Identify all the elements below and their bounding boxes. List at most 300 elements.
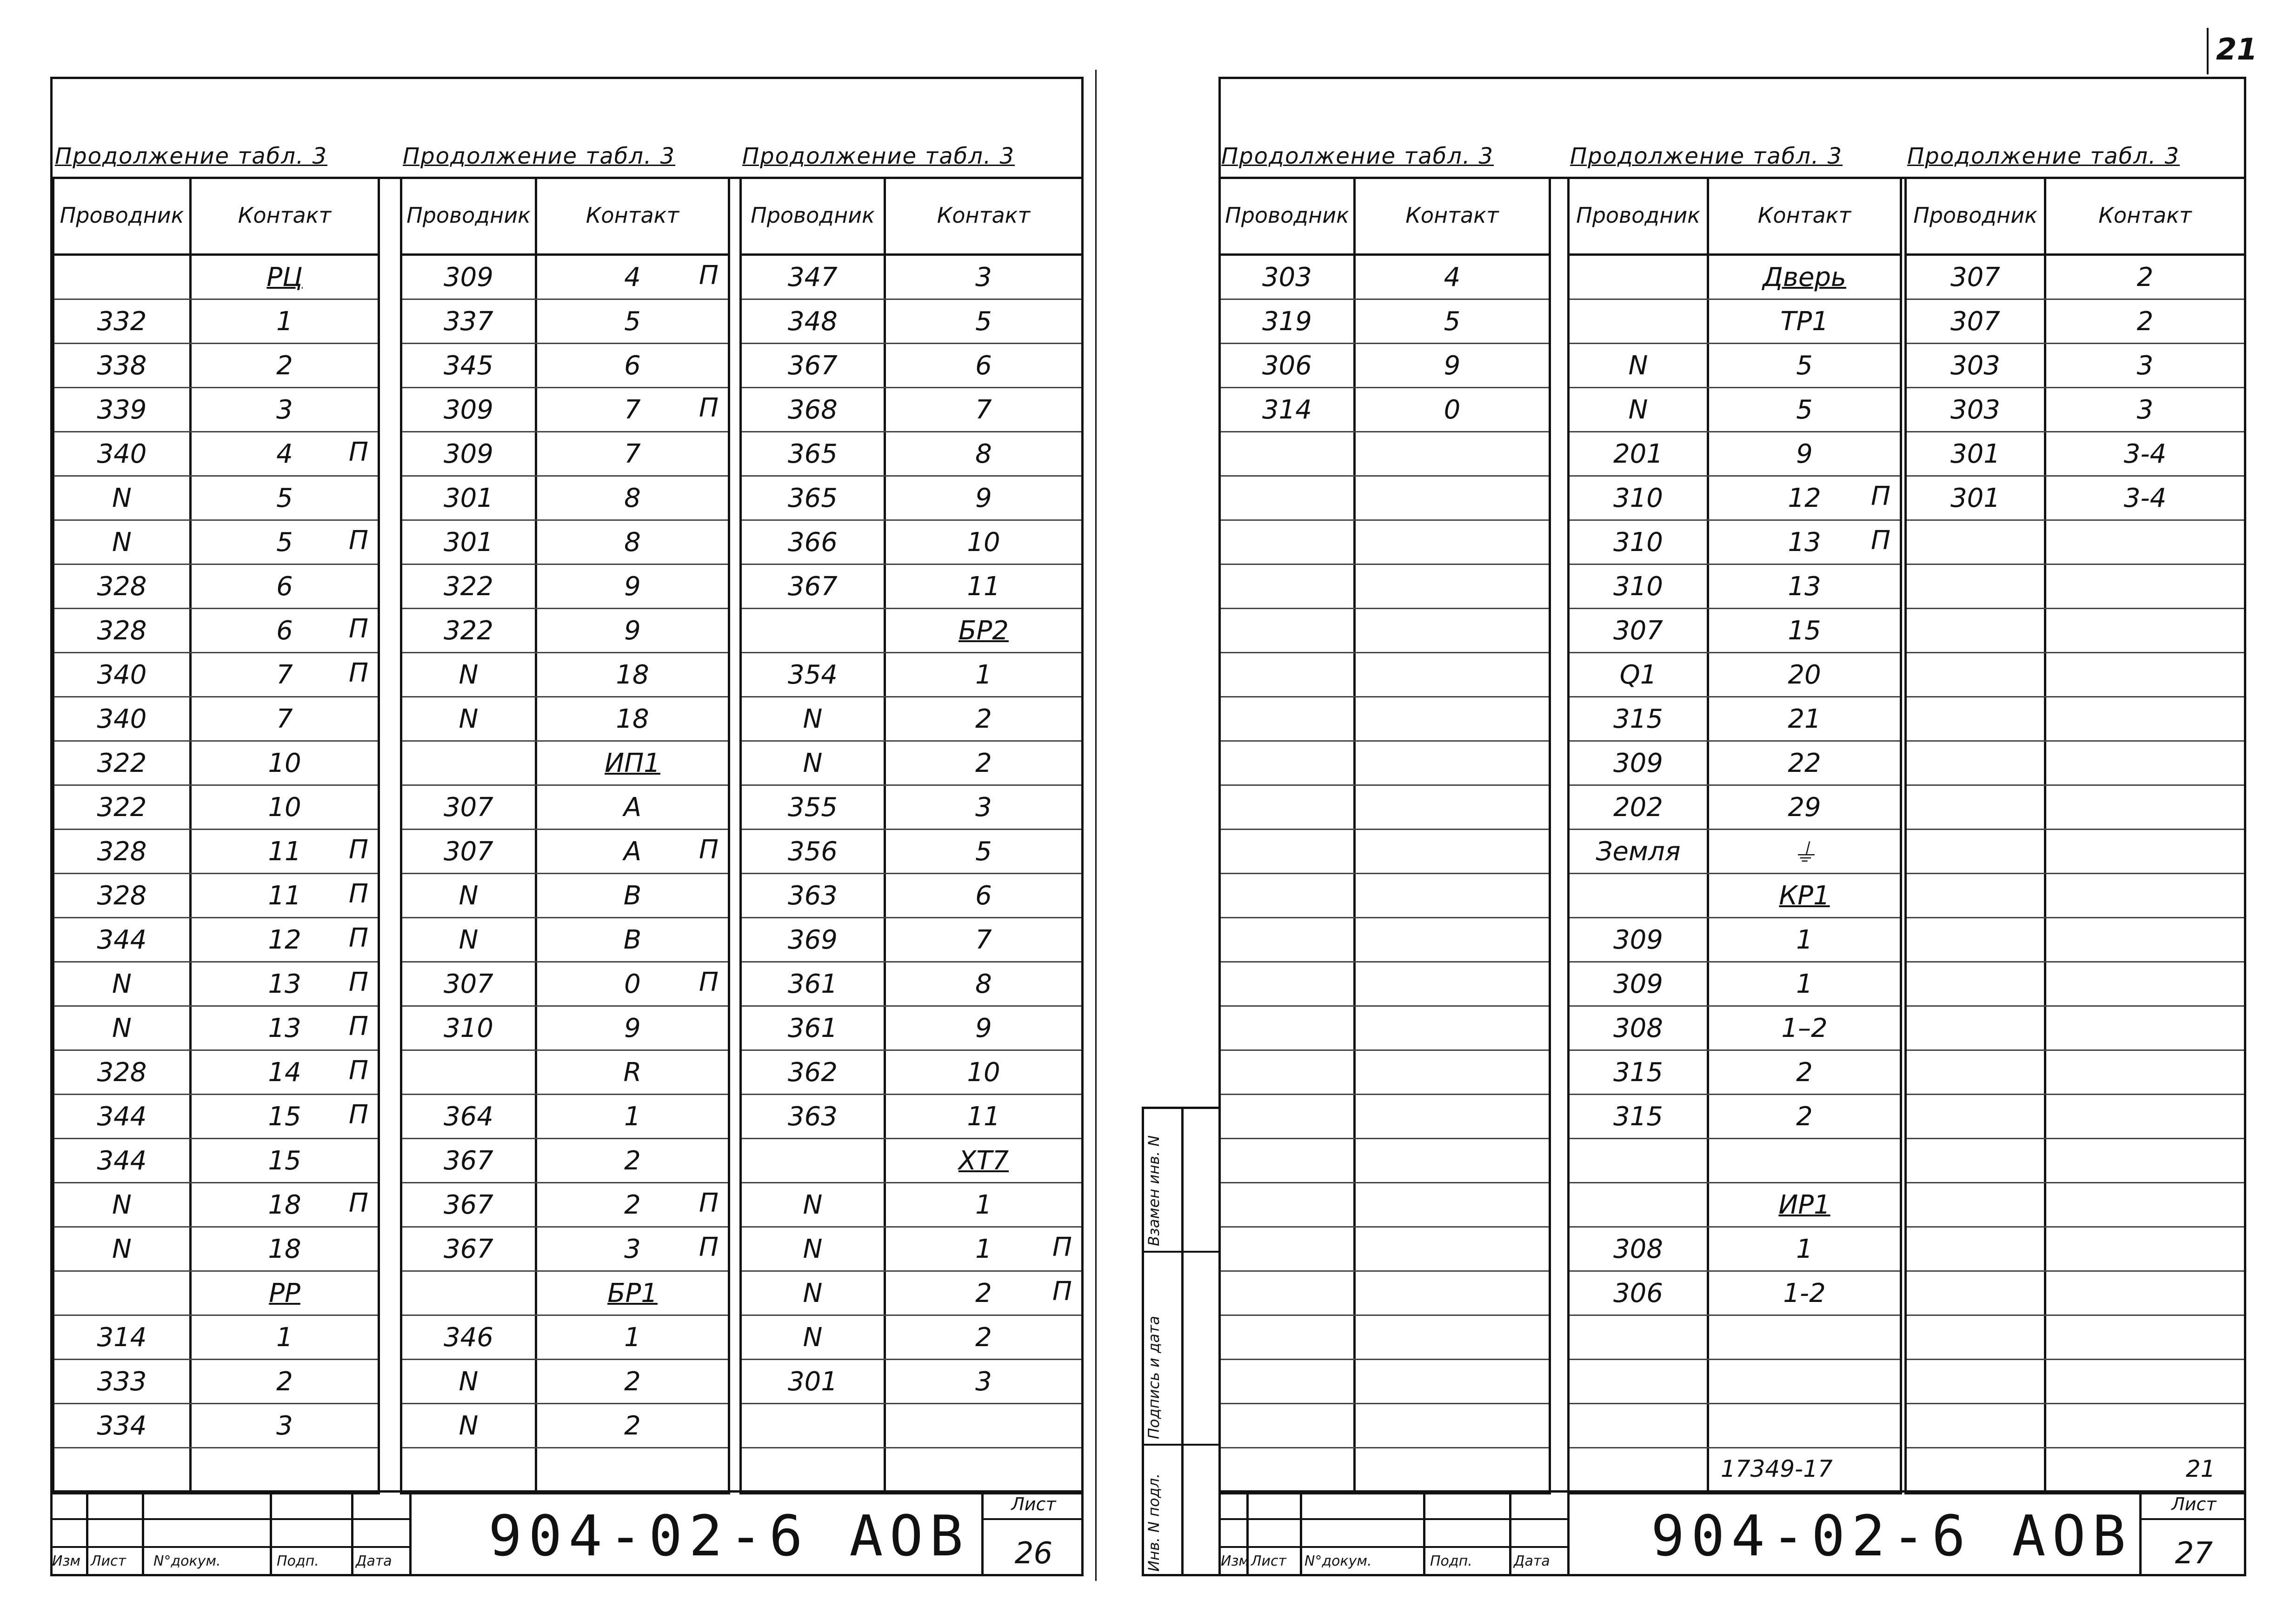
contact-cell [1356,1404,1549,1447]
conductor-cell: 366 [742,521,886,564]
contact-text: 10 [967,1057,1000,1088]
contact-cell [2046,1183,2244,1226]
conductor-cell [1221,1007,1356,1049]
table-row [54,742,378,786]
table-row [1221,1051,1549,1095]
contact-cell [886,432,1081,475]
header-contact: Контакт [586,202,679,228]
table-row [1221,1404,1549,1448]
conductor-cell [1570,300,1709,343]
contact-text: 6 [975,350,992,381]
conductor-cell [1221,1316,1356,1359]
conductor-cell [1907,1051,2046,1094]
contact-cell [192,742,378,784]
contact-text: 3 [2136,394,2154,425]
contact-cell [192,300,378,343]
contact-text: 11 [268,880,301,911]
contact-cell [537,565,728,608]
conductor-cell [1221,1448,1356,1491]
conductor-cell: 310 [1570,477,1709,519]
contact-text: 2 [624,1410,641,1441]
contact-text: 15 [268,1101,301,1132]
table-row [1221,1272,1549,1316]
sheet-number-box [981,1490,1084,1576]
contact-cell [886,1183,1081,1226]
table-row [1570,1007,1900,1051]
contact-cell [537,786,728,829]
table-row [1221,1360,1549,1404]
contact-text: B [623,880,642,911]
contact-cell [1709,565,1900,608]
contact-text: 5 [624,306,641,337]
contact-cell [2046,432,2244,475]
contact-text: 2 [1796,1057,1813,1088]
contact-cell [1356,477,1549,519]
contact-text: 3 [975,262,992,292]
table-row [742,1183,1081,1228]
conductor-cell [1221,786,1356,829]
table-row [1221,786,1549,830]
conductor-cell [1907,1404,2046,1447]
table-row [1570,786,1900,830]
section-row [742,1139,1081,1183]
conductor-cell: 303 [1907,344,2046,387]
section-row [1570,1183,1900,1228]
contact-text: 29 [1788,792,1821,823]
table-row [1570,918,1900,963]
conductor-cell [1221,830,1356,873]
table-header [402,177,728,256]
contact-text: 15 [1788,615,1821,646]
conductor-cell: 319 [1221,300,1356,343]
contact-cell [537,1448,728,1491]
table-row [1907,1051,2244,1095]
conductor-cell: 309 [402,432,537,475]
section-label [1709,1183,1900,1226]
jumper-flag: П [699,835,719,865]
contact-text: КР1 [1779,880,1830,911]
contact-cell [1356,432,1549,475]
contact-cell [2046,786,2244,829]
conductor-cell: N [402,1404,537,1447]
conductor-cell [1221,1228,1356,1270]
section-row [1570,256,1900,300]
table-row [1907,1360,2244,1404]
contact-cell [2046,1095,2244,1138]
contact-cell [1356,1007,1549,1049]
contact-cell [2046,697,2244,740]
jumper-flag: П [348,879,368,909]
conductor-cell: 322 [54,742,192,784]
contact-text: 10 [967,527,1000,558]
conductor-cell [1907,918,2046,961]
stamp-row-line [50,1518,409,1520]
contact-cell [1709,300,1900,343]
table-row [1221,1228,1549,1272]
contact-cell [2046,918,2244,961]
table-row [742,1007,1081,1051]
conductor-cell: 328 [54,565,192,608]
contact-cell [886,477,1081,519]
stamp-label: N°докум. [1304,1553,1372,1569]
contact-cell [1356,918,1549,961]
contact-text: 4 [1444,262,1461,292]
conductor-cell [54,1272,192,1315]
table-header [1570,177,1900,256]
side-strip-line [1142,1251,1221,1253]
table-caption: Продолжение табл. 3 [1570,143,1843,169]
contact-text: 7 [975,394,992,425]
conductor-cell: 346 [402,1316,537,1359]
table-row [742,1360,1081,1404]
contact-cell [1709,1360,1900,1403]
table-row [742,1316,1081,1360]
section-label [192,256,378,299]
conductor-cell [1221,963,1356,1005]
table-row [742,830,1081,874]
conductor-cell: 301 [1907,432,2046,475]
contact-text: 0 [624,969,641,999]
contact-cell [1709,653,1900,696]
contact-cell [192,697,378,740]
header-conductor: Проводник [1907,177,2046,253]
contact-cell [886,1051,1081,1094]
table-row [1907,388,2244,432]
table-row [1570,432,1900,477]
contact-text: 15 [268,1145,301,1176]
stamp-label: Дата [1514,1553,1550,1569]
contact-cell [1709,344,1900,387]
table-row [54,697,378,742]
conductor-cell [1570,1183,1709,1226]
jumper-flag: П [348,1056,368,1086]
contact-cell [2046,1051,2244,1094]
conductor-cell: 367 [742,344,886,387]
contact-cell [1356,1360,1549,1403]
stamp-col-line [1300,1490,1302,1576]
conductor-cell: 348 [742,300,886,343]
jumper-flag: П [699,1232,719,1262]
contact-cell [1356,388,1549,431]
section-row [54,256,378,300]
table-row [742,918,1081,963]
contact-cell [1356,1316,1549,1359]
jumper-flag: П [1870,481,1890,511]
table-row [1570,1095,1900,1139]
table-row [1907,1183,2244,1228]
stamp-row-line [50,1546,409,1548]
contact-cell [1709,830,1900,873]
table-row [742,653,1081,697]
conductor-cell: 315 [1570,1095,1709,1138]
table-row [1907,1316,2244,1360]
contact-text: 2 [276,350,293,381]
conductor-cell: 308 [1570,1007,1709,1049]
contact-text: 3-4 [2123,438,2167,469]
conductor-cell: 314 [54,1316,192,1359]
conductor-cell: 308 [1570,1228,1709,1270]
section-label [1709,874,1900,917]
title-block-divider [1567,1490,1570,1576]
table-caption: Продолжение табл. 3 [742,143,1015,169]
contact-text: 18 [268,1234,301,1264]
table-row [1907,1007,2244,1051]
conductor-cell [1221,874,1356,917]
contact-text: ИР1 [1778,1189,1830,1220]
conductor-cell: 344 [54,1095,192,1138]
contact-text: 2 [624,1189,641,1220]
conductor-cell: 306 [1221,344,1356,387]
jumper-flag: П [699,393,719,423]
contact-cell [537,521,728,564]
wire-table [1904,177,2246,1494]
conductor-cell: N [54,1183,192,1226]
conductor-cell: 367 [402,1139,537,1182]
contact-cell [192,1139,378,1182]
conductor-cell: N [742,1316,886,1359]
conductor-cell: 367 [402,1228,537,1270]
contact-text: 11 [967,1101,1000,1132]
contact-text: 3 [276,394,293,425]
contact-cell [1356,786,1549,829]
table-row [742,786,1081,830]
conductor-cell [1907,1007,2046,1049]
conductor-cell: N [742,742,886,784]
conductor-cell [1221,1183,1356,1226]
conductor-cell [1907,963,2046,1005]
table-row [1907,653,2244,697]
conductor-cell: N [1570,344,1709,387]
wire-table [400,177,730,1494]
conductor-cell [1221,1051,1356,1094]
table-row [1907,256,2244,300]
conductor-cell: 340 [54,697,192,740]
table-row [742,256,1081,300]
contact-cell [1709,742,1900,784]
contact-cell [1356,565,1549,608]
conductor-cell: 307 [1570,609,1709,652]
table-row [742,565,1081,609]
conductor-cell: 334 [54,1404,192,1447]
conductor-cell [1907,1228,2046,1270]
conductor-cell: 202 [1570,786,1709,829]
contact-cell [886,521,1081,564]
contact-cell [537,874,728,917]
conductor-cell: 307 [402,963,537,1005]
table-row [54,1448,378,1493]
conductor-cell [1221,565,1356,608]
stamp-col-line [1423,1490,1425,1576]
conductor-cell: 315 [1570,697,1709,740]
table-row [402,830,728,874]
conductor-cell: N [402,874,537,917]
header-conductor: Проводник [1221,177,1356,253]
contact-cell [192,344,378,387]
jumper-flag: П [348,437,368,467]
conductor-cell [1221,1272,1356,1315]
table-row [1221,1007,1549,1051]
contact-text: 2 [624,1366,641,1397]
contact-text: 18 [616,704,649,734]
conductor-cell: N [54,1007,192,1049]
contact-text: 10 [268,748,301,778]
jumper-flag: П [699,1188,719,1218]
contact-cell [192,1316,378,1359]
table-row [1221,344,1549,388]
conductor-cell: 309 [1570,963,1709,1005]
conductor-cell [1907,653,2046,696]
table-row [54,609,378,653]
contact-text: 13 [268,1013,301,1043]
table-row [54,653,378,697]
table-row [1221,1316,1549,1360]
contact-cell [537,1095,728,1138]
page-number: 21 [2216,33,2258,67]
contact-text: 9 [1444,350,1461,381]
conductor-cell: 363 [742,1095,886,1138]
wire-table [1567,177,1902,1494]
contact-text: 1 [975,1189,992,1220]
jumper-flag: П [348,967,368,997]
contact-cell [192,388,378,431]
table-row [402,344,728,388]
contact-cell [1709,918,1900,961]
contact-text: 4 [276,438,293,469]
contact-text: 1 [1796,969,1813,999]
contact-cell [537,477,728,519]
contact-cell [2046,344,2244,387]
conductor-cell [1907,1139,2046,1182]
table-row [1907,344,2244,388]
contact-cell [2046,1139,2244,1182]
table-row [742,521,1081,565]
table-row [54,300,378,344]
contact-cell [1709,1316,1900,1359]
conductor-cell: 322 [54,786,192,829]
contact-cell [886,786,1081,829]
conductor-cell [402,1051,537,1094]
conductor-cell: 340 [54,432,192,475]
conductor-cell: 303 [1907,388,2046,431]
conductor-cell: N [402,1360,537,1403]
sheet-box-line [2142,1518,2246,1520]
contact-text: 20 [1788,659,1821,690]
table-row [402,786,728,830]
table-row [742,1404,1081,1448]
table-row [402,697,728,742]
conductor-cell: N [742,1272,886,1315]
conductor-cell [1221,1404,1356,1447]
stamp-label: Изм [52,1553,81,1569]
contact-cell [1709,963,1900,1005]
conductor-cell: 310 [402,1007,537,1049]
conductor-cell: 365 [742,477,886,519]
contact-cell [886,1007,1081,1049]
contact-text: 1 [1796,924,1813,955]
contact-text: 5 [1444,306,1461,337]
contact-cell [886,653,1081,696]
contact-cell [1356,521,1549,564]
contact-text: 3 [2136,350,2154,381]
header-contact: Контакт [238,202,332,228]
contact-text: 2 [624,1145,641,1176]
table-row [54,1051,378,1095]
table-row [1570,653,1900,697]
conductor-cell: 356 [742,830,886,873]
table-row [54,565,378,609]
table-row [54,1183,378,1228]
table-row [402,256,728,300]
contact-text: 5 [975,836,992,867]
contact-text: A [623,792,642,823]
table-row [742,300,1081,344]
header-conductor: Проводник [742,177,886,253]
contact-text: 5 [1796,350,1813,381]
conductor-cell: 309 [1570,742,1709,784]
contact-cell [192,1448,378,1491]
sheet-number-label: Лист [2171,1494,2216,1514]
contact-cell [1709,697,1900,740]
contact-text: 6 [624,350,641,381]
contact-text: 3 [624,1234,641,1264]
contact-cell [537,1360,728,1403]
conductor-cell: N [54,963,192,1005]
conductor-cell: 339 [54,388,192,431]
contact-cell [192,565,378,608]
header-conductor: Проводник [1570,177,1709,253]
table-row [742,1272,1081,1316]
table-row [1221,1448,1549,1493]
contact-cell [1709,388,1900,431]
table-row [1907,874,2244,918]
contact-cell [886,388,1081,431]
section-row [742,609,1081,653]
table-row [1221,1139,1549,1183]
conductor-cell [54,1448,192,1491]
stamp-col-line [270,1490,272,1576]
table-row [1570,1316,1900,1360]
table-row [1907,918,2244,963]
contact-cell [2046,830,2244,873]
table-header [54,177,378,256]
table-row [402,1051,728,1095]
table-row [1221,874,1549,918]
conductor-cell: 306 [1570,1272,1709,1315]
contact-cell [886,697,1081,740]
conductor-cell: N [402,697,537,740]
contact-cell [1709,609,1900,652]
contact-cell [537,1007,728,1049]
section-label [886,1139,1081,1182]
table-header [1221,177,1549,256]
contact-text: РЦ [266,262,303,292]
conductor-cell [1570,874,1709,917]
contact-text: 7 [975,924,992,955]
section-label [886,609,1081,652]
wire-table [52,177,380,1494]
contact-text: 10 [268,792,301,823]
table-row [1570,344,1900,388]
conductor-cell: 301 [402,477,537,519]
contact-text: 1–2 [1781,1013,1828,1043]
contact-text: 5 [276,483,293,513]
table-row [1221,300,1549,344]
contact-text: 1 [975,659,992,690]
table-row [1907,963,2244,1007]
conductor-cell: 345 [402,344,537,387]
contact-text: 7 [276,704,293,734]
table-row [1221,609,1549,653]
